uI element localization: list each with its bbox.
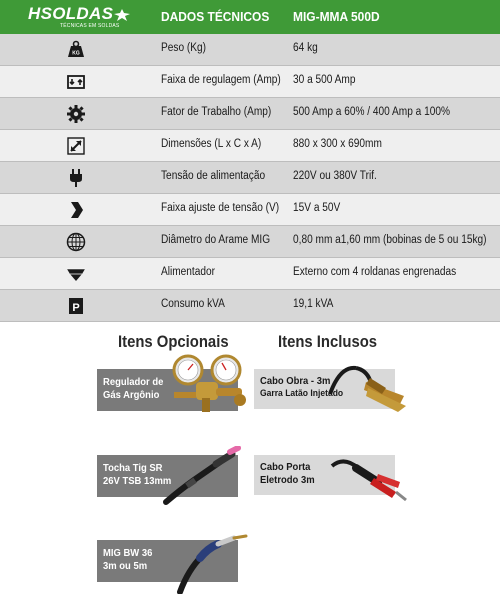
- spec-row: [0, 162, 500, 194]
- hsoldas-logo: [20, 3, 130, 31]
- card-line1: MIG BW 36: [103, 547, 153, 559]
- spec-row: [0, 226, 500, 258]
- spec-header: [0, 0, 500, 34]
- spec-row: [0, 34, 500, 66]
- spec-value: 15V a 50V: [293, 202, 341, 214]
- optional-items-title: Itens Opcionais: [118, 333, 229, 351]
- logo-tagline: TÉCNICAS EM SOLDAS: [60, 23, 120, 29]
- spec-row: [0, 66, 500, 98]
- feeder-icon: [66, 264, 86, 284]
- specs-column-header: DADOS TÉCNICOS: [161, 9, 270, 24]
- spec-label: Peso (Kg): [161, 42, 207, 54]
- included-items-title: Itens Inclusos: [278, 333, 378, 351]
- spec-value: 19,1 kVA: [293, 298, 334, 310]
- voltage-range-icon: [66, 200, 86, 220]
- spec-value: 220V ou 380V Trif.: [293, 170, 377, 182]
- weight-icon: [66, 40, 86, 60]
- ground-clamp-image: [326, 360, 410, 416]
- svg-text:P: P: [72, 302, 80, 314]
- card-line2: 3m ou 5m: [103, 560, 148, 572]
- electrode-holder-image: [330, 448, 410, 506]
- gas-regulator-image: [166, 352, 250, 418]
- spec-row: [0, 258, 500, 290]
- regulation-range-icon: [66, 72, 86, 92]
- spec-label: Tensão de alimentação: [161, 170, 266, 182]
- dimensions-icon: [66, 136, 86, 156]
- spec-row: [0, 130, 500, 162]
- spec-value: 64 kg: [293, 42, 318, 54]
- card-line2: Eletrodo 3m: [260, 474, 315, 486]
- mig-torch-image: [172, 530, 252, 594]
- spark-icon: [114, 9, 130, 21]
- spec-label: Alimentador: [161, 266, 216, 278]
- spec-row: [0, 194, 500, 226]
- spec-label: Diâmetro do Arame MIG: [161, 234, 271, 246]
- card-line1: Tocha Tig SR: [103, 462, 163, 474]
- wire-diameter-icon: [66, 232, 86, 252]
- spec-label: Faixa de regulagem (Amp): [161, 74, 281, 86]
- spec-value: Externo com 4 roldanas engrenadas: [293, 266, 457, 278]
- card-line2: Gás Argônio: [103, 389, 160, 401]
- spec-label: Consumo kVA: [161, 298, 225, 310]
- spec-table: [0, 34, 500, 322]
- spec-label: Fator de Trabalho (Amp): [161, 106, 272, 118]
- spec-row: [0, 98, 500, 130]
- spec-label: Dimensões (L x C x A): [161, 138, 262, 150]
- spec-label: Faixa ajuste de tensão (V): [161, 202, 280, 214]
- card-line1: Cabo Obra - 3m: [260, 375, 331, 387]
- card-line1: Cabo Porta: [260, 461, 311, 473]
- spec-value: 0,80 mm a1,60 mm (bobinas de 5 ou 15kg): [293, 234, 487, 246]
- card-line2: 26V TSB 13mm: [103, 475, 172, 487]
- power-plug-icon: [66, 168, 86, 188]
- gear-icon: [66, 104, 86, 124]
- power-consumption-icon: [66, 296, 86, 316]
- spec-value: 30 a 500 Amp: [293, 74, 356, 86]
- spec-value: 880 x 300 x 690mm: [293, 138, 382, 150]
- spec-value: 500 Amp a 60% / 400 Amp a 100%: [293, 106, 450, 118]
- tig-torch-image: [160, 446, 244, 506]
- svg-text:KG: KG: [72, 50, 80, 57]
- card-line1: Regulador de: [103, 376, 164, 388]
- card-line2: Garra Latão Injetado: [260, 388, 344, 399]
- spec-row: [0, 290, 500, 322]
- model-column-header: MIG-MMA 500D: [293, 9, 380, 24]
- logo-text: HSOLDAS: [28, 4, 114, 23]
